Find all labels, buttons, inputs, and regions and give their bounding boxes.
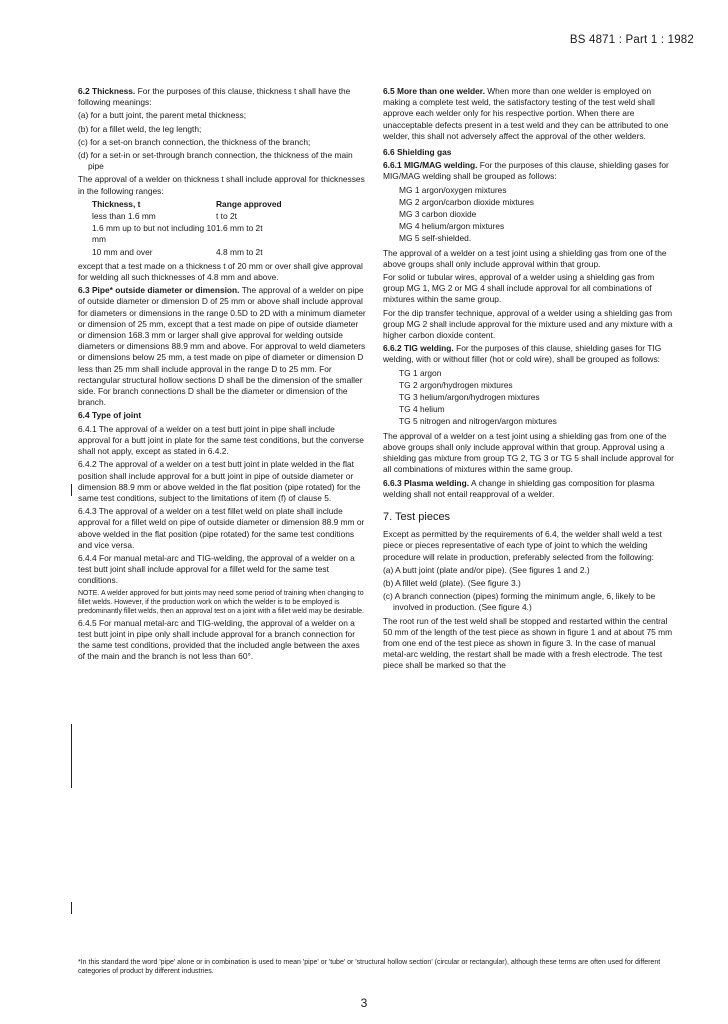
mg-paragraph: The approval of a welder on a test joint using a shielding gas from one of the above groups shall only include approval within that group.	[383, 247, 667, 269]
clause-6-3	[78, 285, 368, 408]
mg-gas-list	[399, 185, 675, 245]
list-item: TG 1 argon	[399, 367, 442, 378]
footnote: *In this standard the word 'pipe' alone or in combination is used to mean 'pipe' or 'tube' or 'structural hollow section' (circular or rectangular), although these terms are often used for different categories of product by different industries.	[78, 959, 661, 975]
clause-6-2-approval: The approval of a welder on thickness t shall include approval for thicknesses in the following ranges:	[78, 174, 365, 196]
clause-6-5-text: When more than one welder is employed on making a complete test weld, the satisfactory testing of the test weld shall approve each welder only for his respective portion. When there are unacceptable defects present in a test weld and they can be attributed to one welder, this shall not adversely affect the approval of the other welders.	[383, 86, 669, 141]
mg-paragraph: For solid or tubular wires, approval of a welder using a shielding gas from group MG 1, MG 2 or MG 4 shall include approval for all combinations of mixtures within the same group.	[383, 272, 655, 305]
section-7-heading: 7. Test pieces	[383, 510, 451, 523]
range-cell: 4.8 mm to 2t	[216, 246, 263, 257]
list-item: MG 3 carbon dioxide	[399, 209, 477, 220]
range-cell: 1.6 mm to 2t	[216, 223, 263, 234]
thickness-cell: less than 1.6 mm	[92, 211, 156, 222]
list-item: TG 5 nitrogen and nitrogen/argon mixtures	[399, 416, 557, 427]
clause-6-2-item: (a) for a butt joint, the parent metal thickness;	[78, 110, 247, 121]
thickness-table-header: Range approved	[216, 198, 282, 209]
change-bar	[71, 724, 72, 788]
change-bar	[71, 902, 72, 914]
clause-6-2-except: except that a test made on a thickness t of 20 mm or over shall give approval for welding all such thicknesses of 4.8 mm and above.	[78, 260, 363, 283]
clause-6-2-intro: For the purposes of this clause, thickness t shall have the following meanings:	[78, 86, 351, 108]
clause-6-2-item: (b) for a fillet weld, the leg length;	[78, 123, 202, 134]
list-item: MG 4 helium/argon mixtures	[399, 221, 505, 232]
thickness-table-header: Thickness, t	[92, 198, 141, 209]
thickness-cell: 10 mm and over	[92, 246, 153, 257]
clause-6-3-heading: 6.3 Pipe* outside diameter or dimension.	[78, 285, 240, 296]
list-item: MG 5 self-shielded.	[399, 233, 472, 244]
clause-6-5	[383, 86, 675, 142]
left-column	[78, 86, 368, 664]
list-item: TG 2 argon/hydrogen mixtures	[399, 379, 513, 390]
right-column	[383, 86, 675, 674]
clause-6-3-text: The approval of a welder on pipe of outside diameter or dimension D of 25 mm or above shall include approval for diameters or dimensions in the range 0.5D to 2D with a minimum diameter or dimension of 25 mm, except that a test made on pipe of outside diameter or dimension 168.3 mm or larger shall give approval for welding outside diameters or dimensions 88.9 mm and above. For approval to weld diameters or dimensions below 25 mm, a test made on pipe of diameter or dimension D less than 25 mm shall include approval in the range D to 25 mm. For rectangular structural hollow sections D shall be the dimension of the smaller side. For branch connections D shall be the diameter or dimension of the branch.	[78, 285, 366, 408]
clause-6-6-1-heading: 6.6.1 MIG/MAG welding.	[383, 160, 478, 171]
clause-6-4-1: 6.4.1 The approval of a welder on a test butt joint in pipe shall include approval for a butt joint in plate for the same test conditions, but the converse shall not apply, except as stated in 6.4.2.	[78, 423, 364, 457]
range-cell: t to 2t	[216, 211, 237, 222]
tg-gas-list	[399, 368, 675, 428]
section-7-root-run: The root run of the test weld shall be stopped and restarted within the central 50 mm of the length of the test piece as shown in figure 1 and at about 75 mm from one end of the test piece as shown in figure 3. In the case of manual metal-arc welding, the restart shall be made with a fresh electrode. The test piece shall be marked so that the	[383, 615, 673, 671]
thickness-table	[92, 199, 282, 259]
page-number: 3	[360, 996, 368, 1010]
list-item: MG 2 argon/carbon dioxide mixtures	[399, 196, 534, 207]
clause-6-6-3-heading: 6.6.3 Plasma welding.	[383, 477, 470, 488]
clause-6-4-heading: 6.4 Type of joint	[78, 410, 142, 421]
clause-6-4-4: 6.4.4 For manual metal-arc and TIG-welding, the approval of a welder on a test butt joint shall include approval for a fillet weld for the same test conditions.	[78, 552, 355, 586]
change-bar	[71, 484, 72, 496]
list-item: TG 3 helium/argon/hydrogen mixtures	[399, 392, 540, 403]
clause-6-6-3-text: A change in shielding gas composition for plasma welding shall not entail reapproval of a welder.	[383, 477, 655, 499]
list-item: MG 1 argon/oxygen mixtures	[399, 184, 507, 195]
clause-6-2-item: (d) for a set-in or set-through branch connection, the thickness of the main pipe	[78, 150, 353, 172]
clause-6-4-2: 6.4.2 The approval of a welder on a test butt joint in plate welded in the flat position shall include approval for a butt joint in pipe of outside diameter or dimension 88.9 mm or above welded in the flat position (pipe rotated) for the same test conditions, subject to the limitations of item (f) of clause 5.	[78, 459, 361, 503]
clause-6-2-heading: 6.2 Thickness.	[78, 86, 136, 96]
section-7-intro: Except as permitted by the requirements of 6.4, the welder shall weld a test piece or pieces representative of each type of joint to which the welding procedure will relate in production, preferably selected from the following:	[383, 529, 662, 562]
clause-6-6-3	[383, 478, 675, 500]
clause-6-2	[78, 86, 368, 108]
section-7-item: (a) A butt joint (plate and/or pipe). (See figures 1 and 2.)	[383, 564, 590, 575]
clause-6-4-5: 6.4.5 For manual metal-arc and TIG-welding, the approval of a welder on a test butt joint in pipe only shall include approval for a branch connection for the same test conditions, provided that the included angle between the axes of the main and the branch is not less than 60°.	[78, 617, 360, 662]
note: NOTE. A welder approved for butt joints may need some period of training when changing to fillet welds. However, if the production work on which the welder is to be employed is predominantly fillet welds, then an approval test on a joint with a fillet weld may be desirable.	[78, 589, 364, 615]
section-7-item: (b) A fillet weld (plate). (See figure 3.)	[383, 577, 521, 588]
clause-6-6-2-heading: 6.6.2 TIG welding.	[383, 343, 454, 354]
clause-6-4-3: 6.4.3 The approval of a welder on a test fillet weld on plate shall include approval for a fillet weld on pipe of outside diameter or dimension 88.9 mm or above welded in the flat position (pipe rotated) for the same test conditions and vice versa.	[78, 506, 365, 550]
tg-paragraph: The approval of a welder on a test joint using a shielding gas from one of the above groups shall only include approval within that group. Approval using a shielding gas mixture from group TG 2, TG 3 or TG 5 shall include approval for all combinations of mixtures within the same group.	[383, 430, 674, 475]
running-header: BS 4871 : Part 1 : 1982	[569, 34, 694, 46]
clause-6-6-1	[383, 160, 675, 182]
clause-6-5-heading: 6.5 More than one welder.	[383, 86, 485, 96]
mg-paragraph: For the dip transfer technique, approval of a welder using a shielding gas from group MG 2 shall include approval for the mixture used and any mixture with a higher carbon dioxide content.	[383, 307, 673, 341]
clause-6-6-1-text: For the purposes of this clause, shielding gases for MIG/MAG welding shall be grouped as follows:	[383, 160, 669, 182]
clause-6-6-2-text: For the purposes of this clause, shielding gases for TIG welding, with or without filler (hot or cold wire), shall be grouped as follows:	[383, 343, 662, 365]
section-7-item: (c) A branch connection (pipes) forming the minimum angle, 6, likely to be involved in production. (See figure 4.)	[383, 591, 656, 613]
clause-6-2-item: (c) for a set-on branch connection, the thickness of the branch;	[78, 136, 311, 147]
clause-6-6-heading: 6.6 Shielding gas	[383, 147, 452, 158]
thickness-cell: 1.6 mm up to but not including 10 mm	[92, 223, 216, 245]
clause-6-6-2	[383, 343, 675, 365]
list-item: TG 4 helium	[399, 404, 445, 415]
